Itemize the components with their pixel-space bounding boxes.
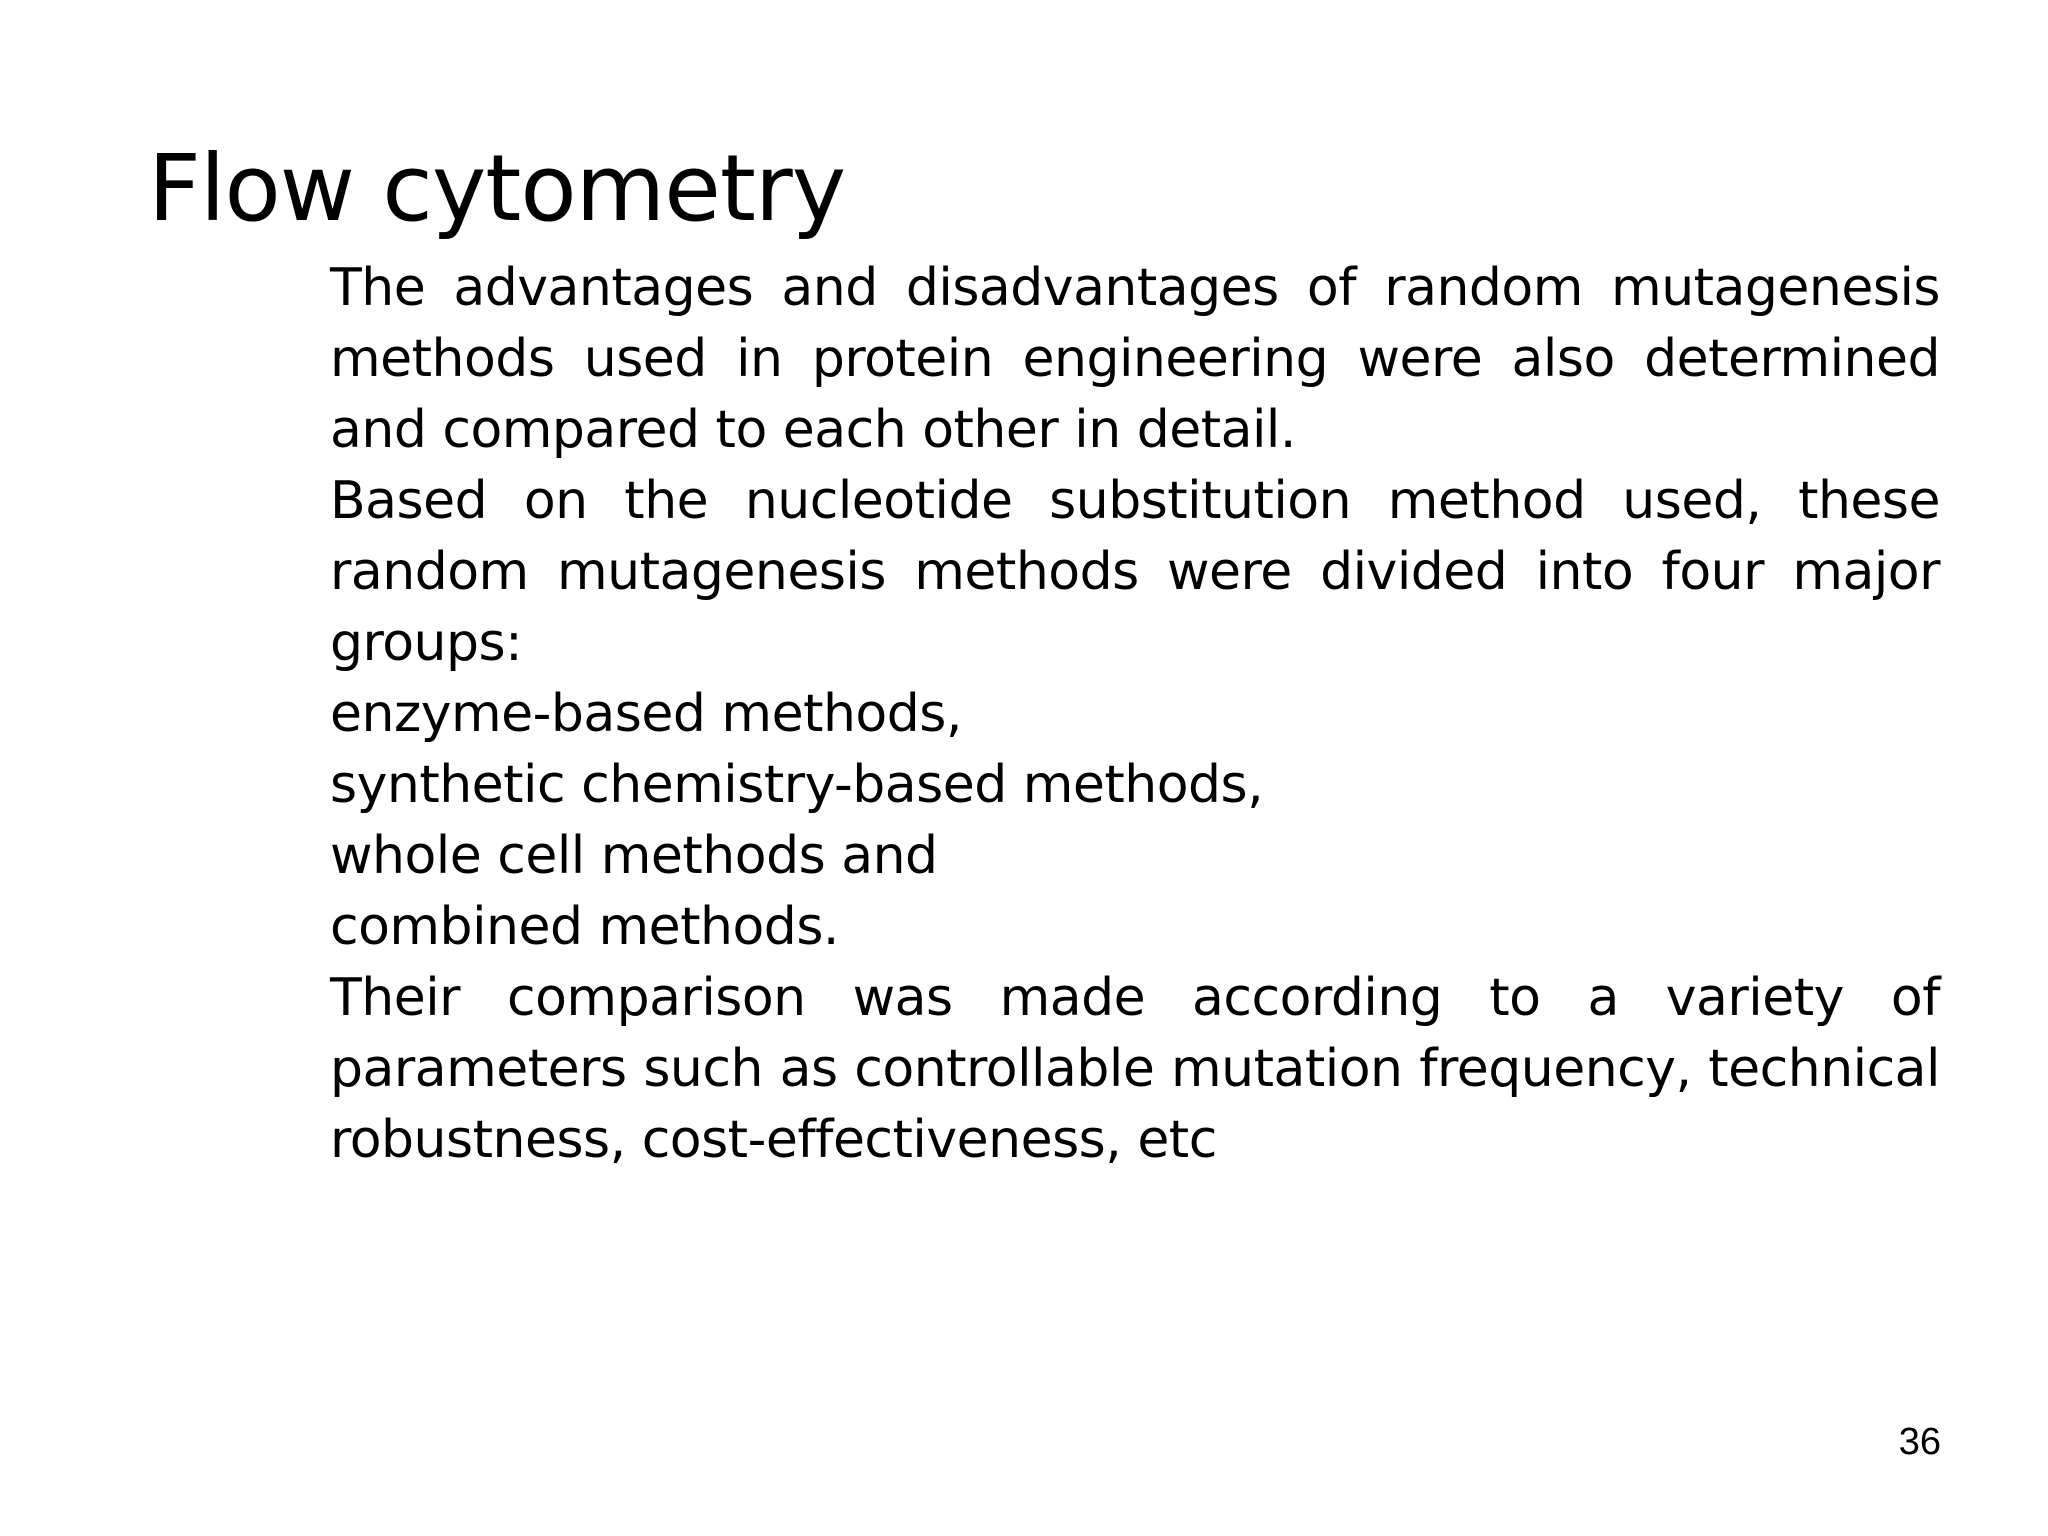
- slide-body: [330, 253, 1940, 1176]
- method-groups-list: [330, 679, 1940, 963]
- list-item-enzyme-based: enzyme-based methods,: [330, 684, 962, 744]
- list-item-synthetic-chemistry: synthetic chemistry-based methods,: [330, 755, 1264, 815]
- paragraph-advantages: The advantages and disadvantages of random mutagenesis methods used in protein engineering were also determined and compared to each other in detail.: [330, 258, 1940, 460]
- page-number: 36: [1898, 1421, 1941, 1463]
- paragraph-groups-intro: Based on the nucleotide substitution method used, these random mutagenesis methods were divided into four major groups:: [330, 471, 1940, 673]
- slide-title: Flow cytometry: [148, 135, 846, 242]
- list-item-whole-cell: whole cell methods and: [330, 826, 938, 886]
- paragraph-comparison: Their comparison was made according to a variety of parameters such as controllable mutation frequency, technical robustness, cost-effectiveness, etc: [330, 968, 1940, 1170]
- list-item-combined: combined methods.: [330, 897, 839, 957]
